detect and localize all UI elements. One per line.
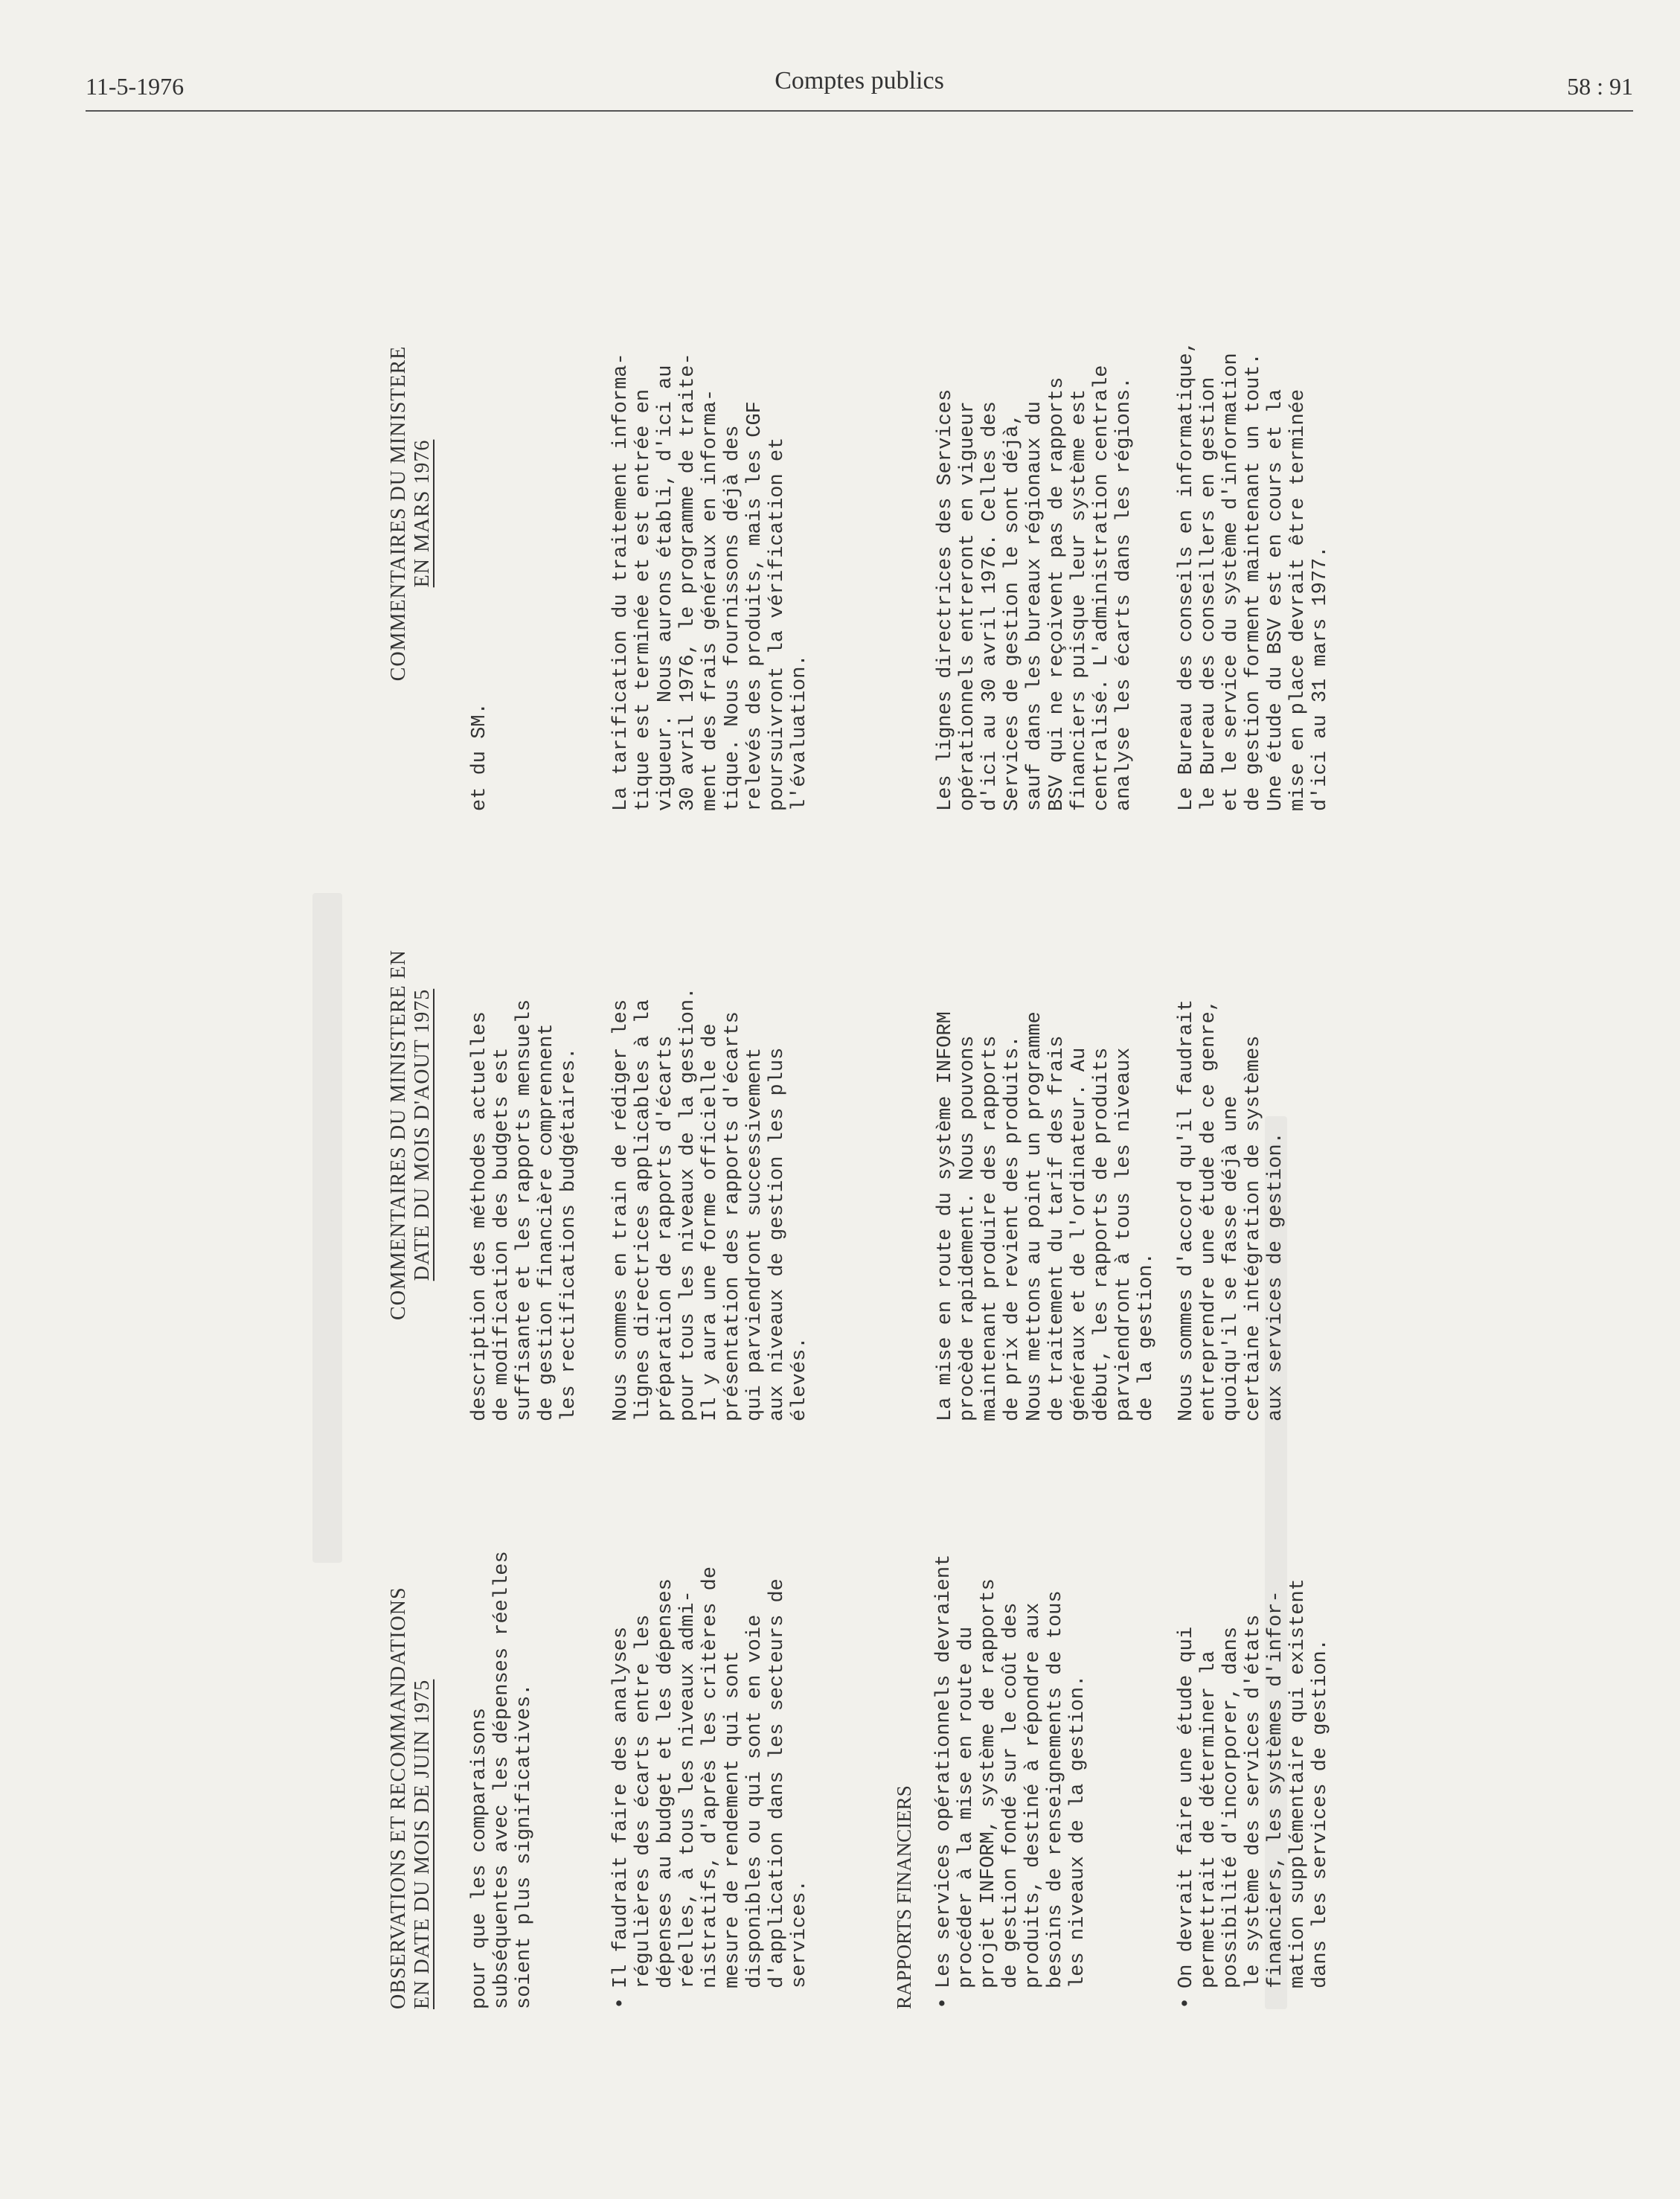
heading-line: COMMENTAIRES DU MINISTERE EN [387, 950, 410, 1320]
header-title: Comptes publics [775, 67, 944, 95]
column-ministry-mar-1976 [387, 216, 435, 811]
paragraph: Le Bureau des conseils en informatique, le Bureau des conseillers en gestion et le service du système d'information de gestion forment maintenant un tout. Une étude du BSV est en cours et la mise en place devrait être terminée d'ici au 31 mars 1977. [1176, 341, 1332, 811]
rotated-table [387, 141, 1384, 2091]
header-page-number: 58 : 91 [1567, 73, 1633, 100]
heading-line: EN MARS 1976 [411, 439, 434, 588]
heading-line: COMMENTAIRES DU MINISTERE [387, 345, 410, 682]
cell-ministry-mar [1176, 216, 1332, 811]
paragraph: La mise en route du système INFORM procède rapidement. Nous pouvons maintenant produire des rapports de prix de revient des produits. Nous mettons au point un programme de traitement du tarif des frais généraux et de l'ordinateur. Au début, les rapports de produits parviendront à tous les niveaux de la gestion. [934, 1011, 1158, 1421]
cell-ministry-mar [934, 216, 1135, 811]
paragraph: pour que les comparaisons subséquentes avec les dépenses réelles soient plus significatives. [469, 1551, 536, 2009]
column-heading [387, 216, 435, 811]
cell-ministry-aug [934, 848, 1158, 1421]
cell-ministry-aug [1176, 848, 1287, 1421]
cell-observation [1176, 1444, 1332, 2009]
page-header [86, 65, 1633, 112]
paragraph: Nous sommes en train de rédiger les lignes directrices applicables à la préparation de rapports d'écarts pour tous les niveaux de la gestion. Il y aura une forme officielle de présentation des rapports d'écarts qui parviendront successivement aux niveaux de gestion les plus élevés. [610, 987, 811, 1421]
paragraph: La tarification du traitement informa- tique est terminée et est entrée en vigueur. Nous aurons établi, d'ici au 30 avril 1976, le programme de traite- ment des frais généraux en informa- tique. Nous fournissons déjà des relevés des produits, mais les CGF poursuivront la vérification et l'évaluation. [610, 353, 811, 811]
heading-line: EN DATE DU MOIS DE JUIN 1975 [411, 1679, 434, 2009]
scan-bleed [312, 893, 342, 1563]
section-title: RAPPORTS FINANCIERS [893, 1785, 915, 2009]
cell-ministry-mar [610, 216, 811, 811]
cell-observation [469, 1444, 536, 2009]
cell-observation [893, 1444, 1089, 2009]
heading-line: OBSERVATIONS ET RECOMMANDATIONS [387, 1587, 410, 2009]
bullet-paragraph: • On devrait faire une étude qui permettrait de déterminer la possibilité d'incorporer, dans le système des services d'états financiers, les systèmes d'infor- mation supplémentaire qui existent dans les services de gestion. [1176, 1444, 1332, 2009]
paragraph: description des méthodes actuelles de modification des budgets est suffisante et les rapports mensuels de gestion financière comprennent les rectifications budgétaires. [469, 999, 580, 1421]
bullet-paragraph: • Il faudrait faire des analyses régulières des écarts entre les dépenses au budget et les dépenses réelles, à tous les niveaux admi- nistratifs, d'après les critères de mesure de rendement qui sont disponibles ou qui sont en voie d'application dans les secteurs de services. [610, 1444, 811, 2009]
column-observations [387, 1444, 435, 2009]
cell-ministry-aug [610, 848, 811, 1421]
paragraph: et du SM. [469, 702, 491, 811]
cell-observation [610, 1444, 811, 2009]
heading-line: DATE DU MOIS D'AOUT 1975 [411, 988, 434, 1281]
paragraph: Nous sommes d'accord qu'il faudrait entreprendre une étude de ce genre, quoiqu'il se fasse déjà une certaine intégration de systèmes aux services de gestion. [1176, 999, 1287, 1421]
cell-ministry-mar [469, 216, 491, 811]
header-date: 11-5-1976 [86, 73, 185, 100]
paragraph: Les lignes directrices des Services opérationnels entreront en vigueur d'ici au 30 avril 1976. Celles des Services de gestion le sont déjà, sauf dans les bureaux régionaux du BSV qui ne reçoivent pas de rapports financiers puisque leur système est centralisé. L'administration centrale analyse les écarts dans les régions. [934, 365, 1135, 811]
column-ministry-aug-1975 [387, 848, 435, 1421]
cell-ministry-aug [469, 848, 580, 1421]
column-heading [387, 848, 435, 1421]
column-heading [387, 1444, 435, 2009]
bullet-paragraph: • Les services opérationnels devraient procéder à la mise en route du projet INFORM, système de rapports de gestion fondé sur le coût des produits, destiné à répondre aux besoins de renseignements de tous les niveaux de la gestion. [933, 1444, 1089, 2009]
